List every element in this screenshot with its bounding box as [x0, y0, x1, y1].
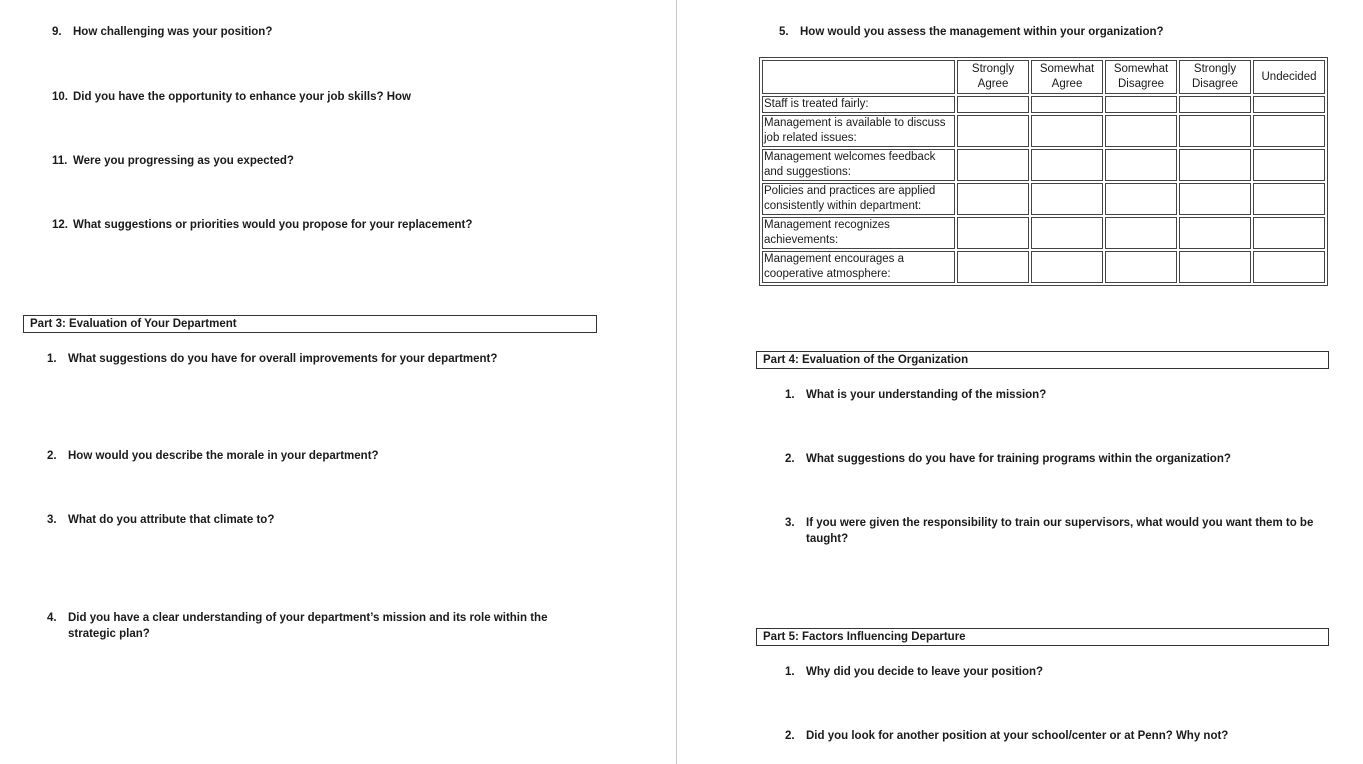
question-text: Did you have the opportunity to enhance your job skills? How [73, 91, 412, 103]
rating-cell[interactable] [1253, 183, 1325, 215]
rating-cell[interactable] [1105, 251, 1177, 283]
rating-cell[interactable] [1105, 96, 1177, 113]
rating-cell[interactable] [1031, 251, 1103, 283]
rating-cell[interactable] [1031, 96, 1103, 113]
management-assessment-table [759, 57, 1328, 286]
table-row [762, 217, 1325, 249]
rating-cell[interactable] [1179, 149, 1251, 181]
rating-cell[interactable] [1179, 115, 1251, 147]
section-header-part5: Part 5: Factors Influencing Departure [756, 628, 1329, 646]
column-header: Somewhat Agree [1031, 60, 1103, 94]
table-row [762, 96, 1325, 113]
question-number: 2. [785, 453, 795, 465]
question-text: What suggestions do you have for training programs within the organization? [806, 453, 1231, 465]
row-statement: Management welcomes feedback and suggestions: [762, 149, 955, 181]
rating-cell[interactable] [1031, 217, 1103, 249]
question-number: 12. [52, 219, 68, 231]
rating-cell[interactable] [1105, 149, 1177, 181]
question-text: What suggestions do you have for overall improvements for your department? [68, 353, 498, 365]
rating-cell[interactable] [957, 96, 1029, 113]
question-number: 1. [785, 389, 795, 401]
rating-cell[interactable] [1253, 149, 1325, 181]
row-statement: Management encourages a cooperative atmosphere: [762, 251, 955, 283]
table-row [762, 149, 1325, 181]
question-text: What suggestions or priorities would you propose for your replacement? [73, 219, 473, 231]
question-text: How would you describe the morale in your department? [68, 450, 379, 462]
table-corner-cell [762, 60, 955, 94]
question-number: 2. [47, 450, 57, 462]
rating-cell[interactable] [1031, 149, 1103, 181]
question-text: How challenging was your position? [73, 26, 273, 38]
rating-cell[interactable] [1179, 183, 1251, 215]
right-page [677, 0, 1363, 764]
part4-question-3 [785, 515, 1345, 549]
left-page [0, 0, 676, 764]
table-row [762, 251, 1325, 283]
question-text: Did you look for another position at your school/center or at Penn? Why not? [806, 730, 1229, 742]
section-header-part4: Part 4: Evaluation of the Organization [756, 351, 1329, 369]
question-text: Did you have a clear understanding of your department’s mission and its role within the strategic plan? [68, 612, 548, 640]
question-number: 10. [52, 91, 68, 103]
rating-cell[interactable] [1253, 251, 1325, 283]
question-number: 11. [52, 155, 68, 167]
question-number: 9. [52, 26, 62, 38]
rating-cell[interactable] [1179, 217, 1251, 249]
rating-cell[interactable] [957, 149, 1029, 181]
question-number: 3. [47, 514, 57, 526]
question-number: 1. [785, 666, 795, 678]
rating-cell[interactable] [1253, 115, 1325, 147]
row-statement: Management is available to discuss job related issues: [762, 115, 955, 147]
section-header-part3: Part 3: Evaluation of Your Department [23, 315, 597, 333]
question-number: 1. [47, 353, 57, 365]
row-statement: Management recognizes achievements: [762, 217, 955, 249]
rating-cell[interactable] [957, 251, 1029, 283]
column-header: Strongly Disagree [1179, 60, 1251, 94]
column-header: Strongly Agree [957, 60, 1029, 94]
rating-cell[interactable] [1031, 115, 1103, 147]
rating-cell[interactable] [1105, 183, 1177, 215]
rating-cell[interactable] [1105, 217, 1177, 249]
question-text: Were you progressing as you expected? [73, 155, 294, 167]
question-text: If you were given the responsibility to train our supervisors, what would you want them to be taught? [806, 517, 1314, 545]
row-statement: Staff is treated fairly: [762, 96, 955, 113]
table-row [762, 183, 1325, 215]
question-text: How would you assess the management within your organization? [800, 26, 1164, 38]
row-statement: Policies and practices are applied consistently within department: [762, 183, 955, 215]
table-header-row [762, 60, 1325, 94]
column-header: Undecided [1253, 60, 1325, 94]
question-text: What is your understanding of the mission? [806, 389, 1047, 401]
question-number: 5. [779, 26, 789, 38]
rating-cell[interactable] [1031, 183, 1103, 215]
rating-cell[interactable] [1179, 96, 1251, 113]
question-text: What do you attribute that climate to? [68, 514, 275, 526]
question-number: 3. [785, 517, 795, 529]
rating-cell[interactable] [1253, 96, 1325, 113]
rating-cell[interactable] [957, 183, 1029, 215]
table-row [762, 115, 1325, 147]
rating-cell[interactable] [1105, 115, 1177, 147]
column-header: Somewhat Disagree [1105, 60, 1177, 94]
question-number: 2. [785, 730, 795, 742]
rating-cell[interactable] [957, 115, 1029, 147]
rating-cell[interactable] [957, 217, 1029, 249]
question-number: 4. [47, 612, 57, 624]
question-text: Why did you decide to leave your position? [806, 666, 1044, 678]
rating-cell[interactable] [1253, 217, 1325, 249]
part3-question-4 [47, 610, 647, 644]
rating-cell[interactable] [1179, 251, 1251, 283]
